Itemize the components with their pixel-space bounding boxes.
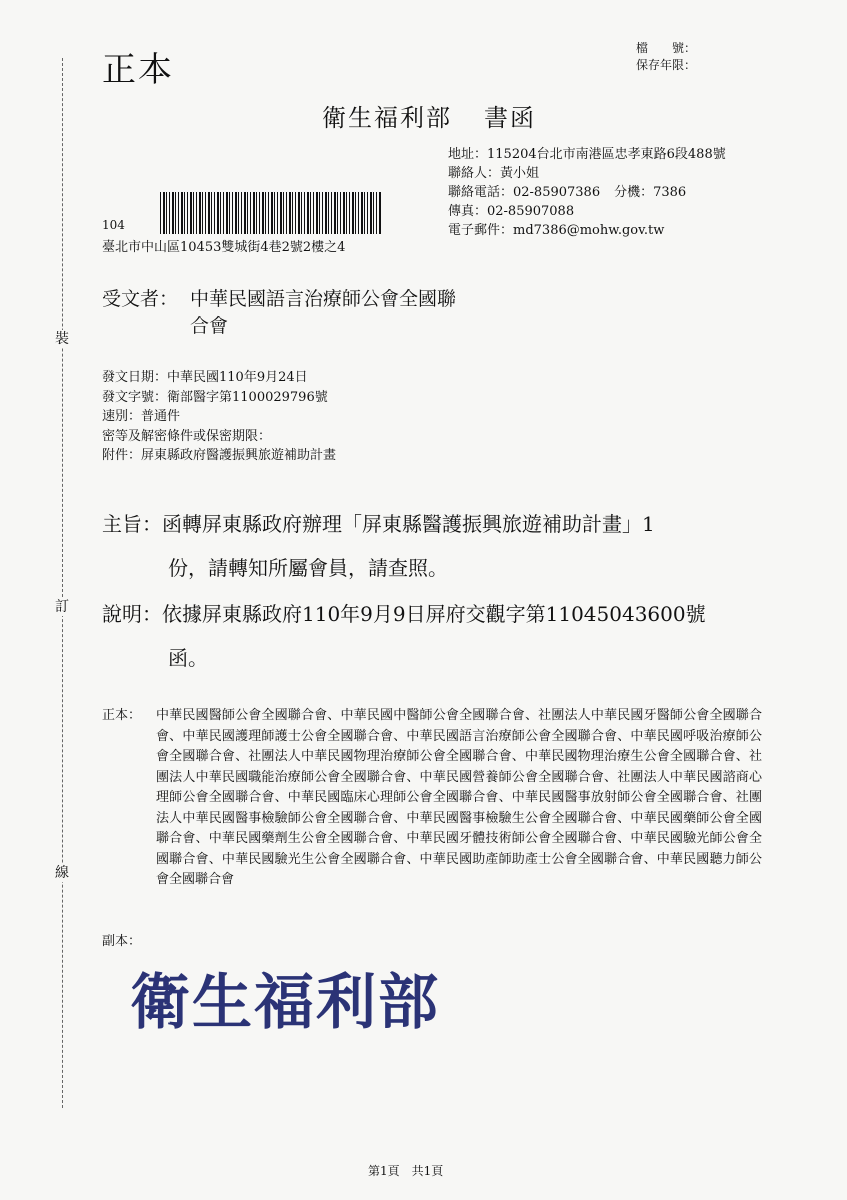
document-title bbox=[322, 98, 536, 133]
copy-recipients-label: 副本： bbox=[102, 934, 142, 949]
secrecy-level: 密等及解密條件或保密期限： bbox=[102, 428, 272, 444]
retention-period: 保存年限： bbox=[636, 58, 697, 72]
explanation-line-1: 說明：依據屏東縣政府110年9月9日屏府交觀字第11045043600號 bbox=[102, 602, 706, 626]
contact-block bbox=[448, 145, 726, 240]
contact-fax: 傳真：02-85907088 bbox=[448, 204, 575, 219]
original-recipients-list: 中華民國醫師公會全國聯合會、中華民國中醫師公會全國聯合會、社團法人中華民國牙醫師公會全國聯合會、中華民國護理師護士公會全國聯合會、中華民國語言治療師公會全國聯合會、中華民國呼吸治療師公會全國聯合會、社團法人中華民國物理治療師公會全國聯合會、中華民國物理治療生公會全國聯合會、社團法人中華民國職能治療師公會全國聯合會、中華民國營養師公會全國聯合會、社團法人中華民國諮商心理師公會全國聯合會、中華民國臨床心理師公會全國聯合會、中華民國醫事放射師公會全國聯合會、社團法人中華民國醫事檢驗師公會全國聯合會、中華民國醫事檢驗生公會全國聯合會、中華民國藥師公會全國聯合會、中華民國藥劑生公會全國聯合會、中華民國牙體技術師公會全國聯合會、中華民國驗光師公會全國聯合會、中華民國驗光生公會全國聯合會、中華民國助產師助產士公會全國聯合會、中華民國聽力師公會全國聯合會 bbox=[156, 708, 762, 887]
barcode bbox=[160, 192, 382, 234]
archive-info bbox=[636, 40, 696, 74]
distribution-original bbox=[102, 706, 762, 891]
delivery-speed: 速別：普通件 bbox=[102, 409, 181, 424]
subject-line-2: 份，請轉知所屬會員，請查照。 bbox=[168, 556, 448, 580]
binding-char-mid: 訂 bbox=[55, 599, 69, 615]
contact-email: 電子郵件：md7386@mohw.gov.tw bbox=[448, 223, 665, 238]
addressee bbox=[102, 286, 456, 340]
addressee-name-line2: 合會 bbox=[190, 315, 229, 337]
archive-number: 檔 號： bbox=[636, 41, 697, 55]
addressee-label: 受文者： bbox=[102, 288, 179, 310]
contact-person: 聯絡人：黃小姐 bbox=[448, 166, 540, 181]
explanation-line-2: 函。 bbox=[168, 646, 208, 670]
agency-seal-stamp: 衛生福利部 bbox=[130, 968, 440, 1038]
document-meta bbox=[102, 368, 336, 466]
contact-phone-row bbox=[448, 183, 726, 202]
binding-char-bottom: 線 bbox=[55, 865, 69, 881]
sender-address: 地址：115204台北市南港區忠孝東路6段488號 bbox=[448, 147, 726, 162]
issue-date: 發文日期：中華民國110年9月24日 bbox=[102, 370, 308, 385]
recipient-address: 臺北市中山區10453雙城街4巷2號2樓之4 bbox=[102, 240, 346, 255]
binding-char-top: 裝 bbox=[55, 331, 69, 347]
agency-name: 衛生福利部 bbox=[322, 104, 452, 132]
binding-line bbox=[62, 58, 63, 1108]
addressee-name-line1: 中華民國語言治療師公會全國聯 bbox=[190, 288, 457, 310]
contact-extension: 分機：7386 bbox=[614, 185, 687, 200]
original-recipients-label: 正本： bbox=[102, 708, 142, 723]
subject-section bbox=[102, 508, 655, 580]
subject-line-1: 主旨：函轉屏東縣政府辦理「屏東縣醫護振興旅遊補助計畫」1 bbox=[102, 512, 655, 536]
document-number: 發文字號：衛部醫字第1100029796號 bbox=[102, 389, 328, 405]
explanation-section bbox=[102, 598, 706, 670]
recipient-zip: 104 bbox=[102, 218, 125, 232]
attachment: 附件：屏東縣政府醫護振興旅遊補助計畫 bbox=[102, 448, 337, 463]
original-copy-label: 正本 bbox=[102, 50, 174, 90]
contact-phone: 聯絡電話：02-85907386 bbox=[448, 185, 601, 200]
page-number: 第1頁 共1頁 bbox=[368, 1164, 444, 1178]
document-type: 書函 bbox=[484, 104, 536, 132]
